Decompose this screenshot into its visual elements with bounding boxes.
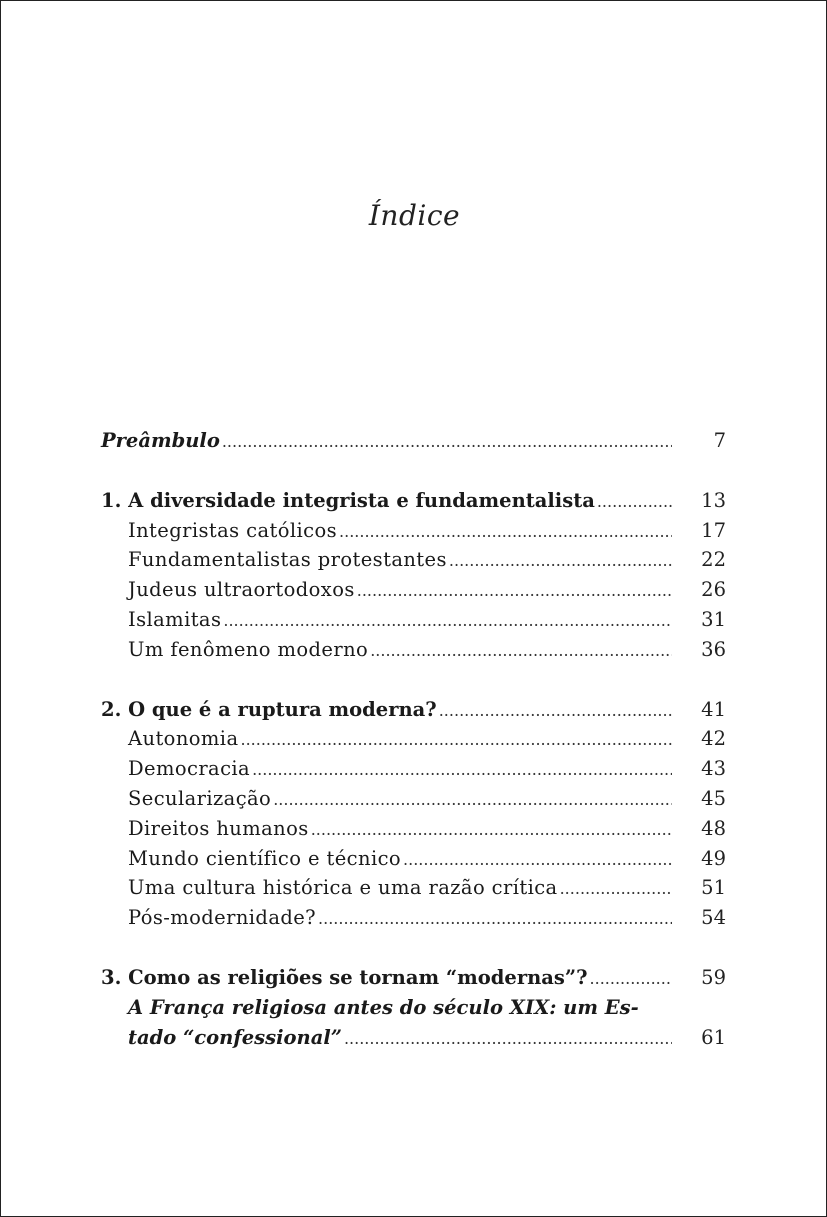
toc-entry-label: Um fenômeno moderno <box>128 637 369 661</box>
toc-entry-preambulo[interactable] <box>101 426 726 456</box>
toc-entry-label: Integristas católicos <box>128 518 338 542</box>
toc-entry-label: Mundo científico e técnico <box>128 846 402 870</box>
group-spacer <box>101 665 726 695</box>
toc-entry-chapter-2[interactable] <box>101 695 726 725</box>
toc-entry-fundamentalistas-protestantes[interactable] <box>101 545 726 575</box>
leader-dots <box>240 725 672 755</box>
table-of-contents <box>101 426 726 1052</box>
toc-entry-page: 13 <box>701 488 726 512</box>
leader-dots <box>311 815 672 845</box>
toc-entry-page: 54 <box>701 906 726 930</box>
leader-dots <box>370 636 672 666</box>
toc-entry-page: 31 <box>701 607 726 631</box>
toc-entry-page: 45 <box>701 786 726 810</box>
group-spacer <box>101 933 726 963</box>
leader-dots <box>318 904 672 934</box>
toc-entry-label: Democracia <box>128 757 251 781</box>
toc-entry-chapter-3[interactable] <box>101 963 726 993</box>
leader-dots <box>357 576 672 606</box>
toc-entry-page: 7 <box>713 429 726 452</box>
toc-entry-autonomia[interactable] <box>101 724 726 754</box>
leader-dots <box>222 427 672 457</box>
toc-entry-franca-religiosa-line1[interactable] <box>101 993 726 1023</box>
toc-entry-cultura-historica[interactable] <box>101 873 726 903</box>
toc-entry-label: 3. Como as religiões se tornam “modernas”? <box>101 965 588 989</box>
toc-entry-label: 2. O que é a ruptura moderna? <box>101 697 437 721</box>
toc-entry-label: Uma cultura histórica e uma razão crítica <box>128 876 558 900</box>
toc-entry-page: 43 <box>701 757 726 781</box>
leader-dots <box>449 546 672 576</box>
leader-dots <box>339 517 672 547</box>
toc-entry-secularizacao[interactable] <box>101 784 726 814</box>
toc-entry-label: tado “confessional” <box>128 1025 342 1049</box>
toc-entry-page: 51 <box>701 876 726 900</box>
toc-entry-judeus-ultraortodoxos[interactable] <box>101 575 726 605</box>
toc-entry-mundo-cientifico[interactable] <box>101 844 726 874</box>
leader-dots <box>344 1024 672 1054</box>
toc-entry-page: 22 <box>701 548 726 572</box>
toc-entry-direitos-humanos[interactable] <box>101 814 726 844</box>
leader-dots <box>439 696 672 726</box>
toc-entry-page: 36 <box>701 637 726 661</box>
toc-entry-label: Secularização <box>128 786 272 810</box>
toc-entry-page: 41 <box>701 697 726 721</box>
toc-entry-islamitas[interactable] <box>101 605 726 635</box>
toc-entry-page: 59 <box>701 965 726 989</box>
toc-entry-label: Judeus ultraortodoxos <box>128 578 355 602</box>
toc-entry-label: Autonomia <box>128 727 239 751</box>
leader-dots <box>273 785 672 815</box>
toc-entry-label: Pós-modernidade? <box>128 906 317 930</box>
toc-entry-label: Fundamentalistas protestantes <box>128 548 447 572</box>
toc-entry-fenomeno-moderno[interactable] <box>101 635 726 665</box>
toc-entry-page: 26 <box>701 578 726 602</box>
toc-entry-democracia[interactable] <box>101 754 726 784</box>
page-title: Índice <box>368 199 461 232</box>
leader-dots <box>223 606 672 636</box>
leader-dots <box>560 874 672 904</box>
leader-dots <box>403 845 672 875</box>
toc-entry-label: Direitos humanos <box>128 816 309 840</box>
toc-entry-page: 49 <box>701 846 726 870</box>
toc-entry-pos-modernidade[interactable] <box>101 903 726 933</box>
toc-entry-label: 1. A diversidade integrista e fundamentalista <box>101 488 595 512</box>
group-spacer <box>101 456 726 486</box>
toc-entry-page: 42 <box>701 727 726 751</box>
leader-dots <box>597 487 672 517</box>
toc-entry-label: A França religiosa antes do século XIX: um Es- <box>128 995 639 1019</box>
toc-entry-integristas-catolicos[interactable] <box>101 516 726 546</box>
leader-dots <box>252 755 672 785</box>
toc-entry-label: Preâmbulo <box>101 429 220 452</box>
toc-entry-franca-religiosa-line2[interactable] <box>101 1023 726 1053</box>
leader-dots <box>590 964 672 994</box>
toc-entry-page: 61 <box>701 1025 726 1049</box>
toc-entry-page: 17 <box>701 518 726 542</box>
toc-entry-label: Islamitas <box>128 607 222 631</box>
toc-entry-chapter-1[interactable] <box>101 486 726 516</box>
toc-entry-page: 48 <box>701 816 726 840</box>
